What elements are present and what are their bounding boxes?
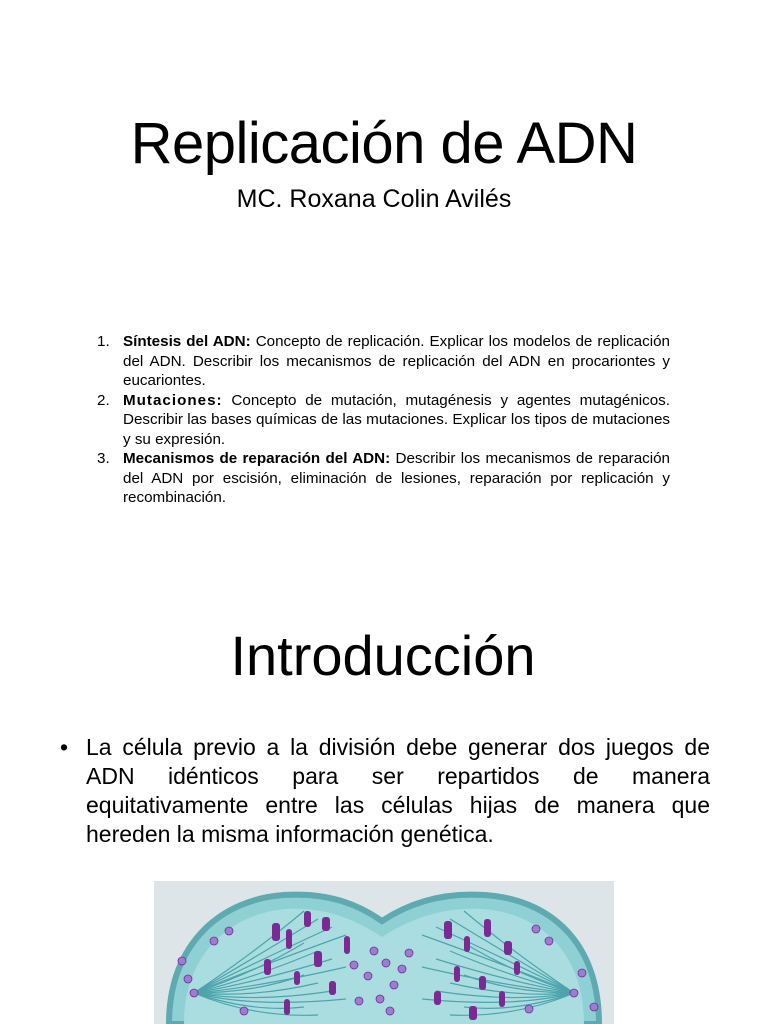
vesicle [578, 969, 586, 977]
objective-heading: Mecanismos de reparación del ADN: [123, 450, 391, 467]
vesicle [390, 981, 398, 989]
vesicle [382, 959, 390, 967]
objective-item [95, 449, 670, 508]
vesicle [240, 1007, 248, 1015]
chromosome [499, 991, 505, 1007]
chromosome [322, 917, 330, 931]
chromosome [484, 919, 491, 937]
chromosome [454, 966, 460, 982]
chromosome [514, 961, 520, 975]
chromosome [284, 999, 290, 1015]
chromosome [504, 941, 512, 955]
vesicle [364, 972, 372, 980]
vesicle [532, 925, 540, 933]
chromosome [464, 936, 470, 952]
vesicle [545, 937, 553, 945]
vesicle [370, 947, 378, 955]
vesicle [178, 957, 186, 965]
vesicle [184, 975, 192, 983]
bullet-dot-icon: • [60, 734, 69, 760]
objectives-list [95, 332, 670, 508]
vesicle [355, 997, 363, 1005]
cell-division-image [154, 881, 614, 1024]
chromosome [469, 1006, 477, 1020]
objective-item [95, 391, 670, 450]
objective-heading: Síntesis del ADN: [123, 333, 251, 350]
vesicle [590, 1003, 598, 1011]
vesicle [570, 989, 578, 997]
vesicle [190, 989, 198, 997]
chromosome [434, 991, 441, 1005]
vesicle [225, 927, 233, 935]
vesicle [350, 961, 358, 969]
bullet-list [60, 733, 710, 849]
vesicle [210, 937, 218, 945]
chromosome [304, 911, 311, 927]
objective-text: Describir los mecanismos de reparación del ADN por escisión, eliminación de lesiones, reparación por replicación y recombinación. [123, 450, 670, 506]
objective-item [95, 332, 670, 391]
chromosome [329, 981, 336, 995]
bullet-text: La célula previo a la división debe generar dos juegos de ADN idénticos para ser repartidos de manera equitativamente entre las células hijas de manera que hereden la misma información genética. [86, 734, 710, 847]
chromosome [286, 929, 292, 949]
section-title: Introducción [230, 624, 536, 687]
bullet-item [60, 733, 710, 849]
objective-heading: Mutaciones: [123, 391, 223, 409]
objective-number: 2. [97, 391, 110, 409]
vesicle [405, 949, 413, 957]
author-name: MC. Roxana Colin Avilés [236, 185, 512, 213]
chromosome [264, 959, 271, 975]
slide-title: Replicación de ADN [130, 111, 638, 176]
vesicle [398, 965, 406, 973]
chromosome [344, 936, 350, 954]
vesicle [525, 1005, 533, 1013]
chromosome [314, 951, 322, 967]
objective-text: Concepto de mutación, mutagénesis y agentes mutagénicos. Describir las bases químicas de las mutaciones. Explicar los tipos de mutaciones y su expresión. [123, 391, 670, 448]
vesicle [386, 1007, 394, 1015]
chromosome [444, 921, 452, 939]
vesicle [376, 995, 384, 1003]
chromosome [294, 971, 300, 985]
objective-number: 1. [97, 333, 110, 350]
cell-division-illustration-icon [154, 881, 614, 1024]
chromosome [272, 923, 280, 941]
objective-text: Concepto de replicación. Explicar los modelos de replicación del ADN. Describir los mecanismos de replicación del ADN en procariontes y eucariontes. [123, 333, 670, 389]
chromosome [479, 976, 486, 990]
objective-number: 3. [97, 450, 110, 467]
